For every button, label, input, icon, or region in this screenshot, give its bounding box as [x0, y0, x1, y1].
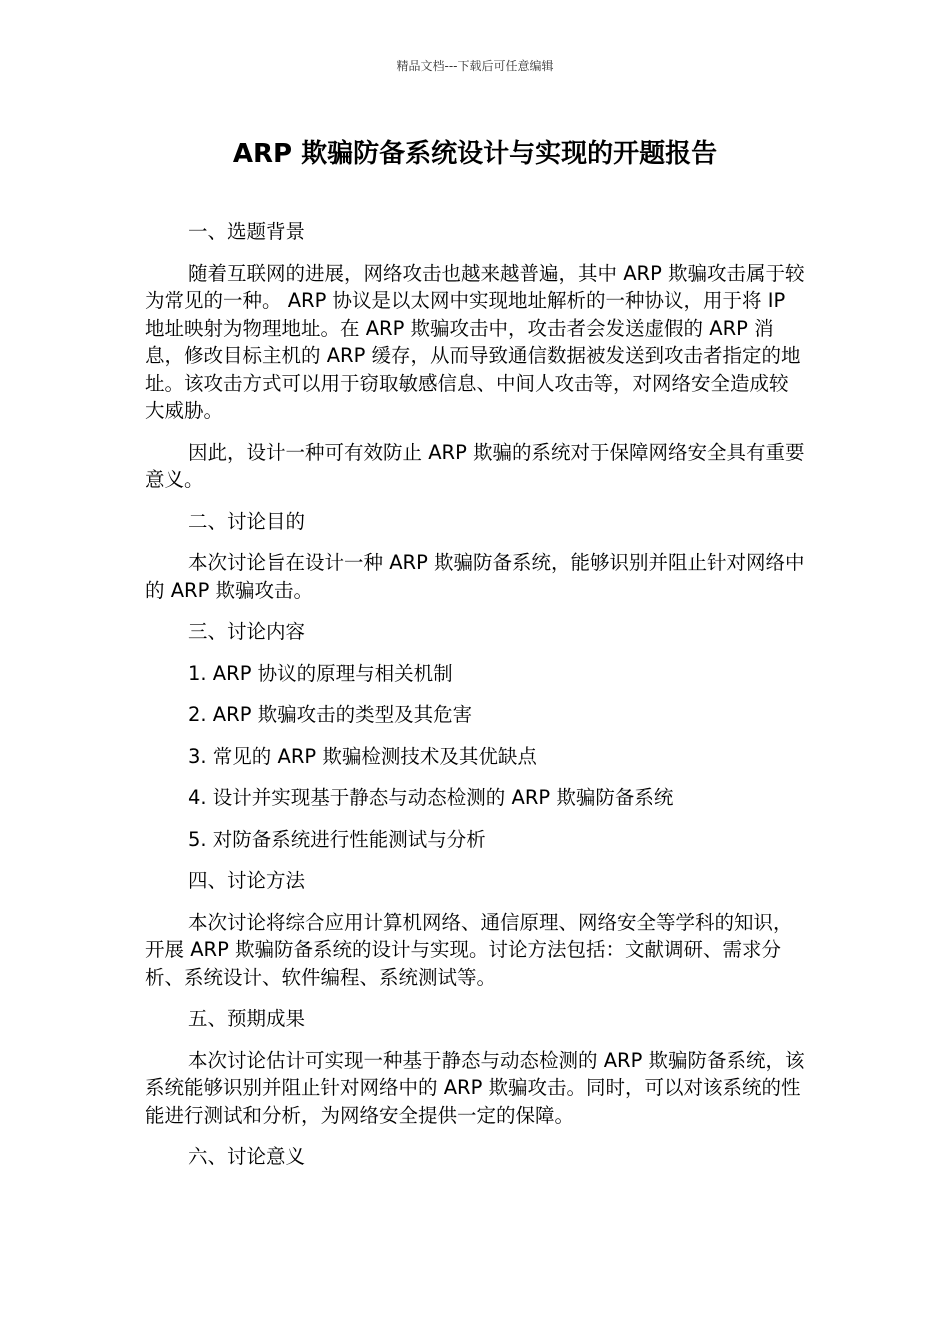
list-item: 2. ARP 欺骗攻击的类型及其危害: [188, 703, 473, 726]
paragraph-method: 本次讨论将综合应用计算机网络、通信原理、网络安全等学科的知识，开展 ARP 欺骗防备系统的设计与实现。讨论方法包括：文献调研、需求分析、系统设计、软件编程、系统测试等。: [145, 910, 793, 989]
list-item: 1. ARP 协议的原理与相关机制: [188, 661, 453, 685]
paragraph-outcome: 本次讨论估计可实现一种基于静态与动态检测的 ARP 欺骗防备系统，该系统能够识别并阻止针对网络中的 ARP 欺骗攻击。同时，可以对该系统的性能进行测试和分析，为网络安全提供一定的保障。: [145, 1048, 805, 1127]
paragraph-background-2: 因此，设计一种可有效防止 ARP 欺骗的系统对于保障网络安全具有重要意义。: [145, 440, 805, 491]
list-item: 5. 对防备系统进行性能测试与分析: [188, 827, 486, 851]
section-heading-method: 四、讨论方法: [188, 869, 306, 892]
paragraph-purpose: 本次讨论旨在设计一种 ARP 欺骗防备系统，能够识别并阻止针对网络中的 ARP 欺骗攻击。: [145, 551, 805, 602]
section-heading-outcome: 五、预期成果: [188, 1007, 306, 1030]
list-item: 4. 设计并实现基于静态与动态检测的 ARP 欺骗防备系统: [188, 786, 674, 809]
section-heading-significance: 六、讨论意义: [188, 1145, 306, 1168]
document-body: [145, 218, 805, 1185]
section-heading-purpose: 二、讨论目的: [188, 509, 306, 533]
document-title: ARP 欺骗防备系统设计与实现的开题报告: [232, 139, 718, 169]
paragraph-background-1: 随着互联网的进展，网络攻击也越来越普遍，其中 ARP 欺骗攻击属于较为常见的一种。 ARP 协议是以太网中实现地址解析的一种协议，用于将 IP 地址映射为物理地址。在 ARP 欺骗攻击中，攻击者会发送虚假的 ARP 消息，修改目标主机的 ARP 缓存，从而导致通信数据被发送到攻击者指定的地址。该攻击方式可以用于窃取敏感信息、中间人攻击等，对网络安全造成较大威胁。: [145, 261, 805, 422]
section-heading-background: 一、选题背景: [188, 220, 306, 243]
page-header-watermark: 精品文档---下载后可任意编辑: [396, 59, 554, 73]
section-heading-content: 三、讨论内容: [188, 620, 306, 643]
list-item: 3. 常见的 ARP 欺骗检测技术及其优缺点: [188, 744, 537, 768]
